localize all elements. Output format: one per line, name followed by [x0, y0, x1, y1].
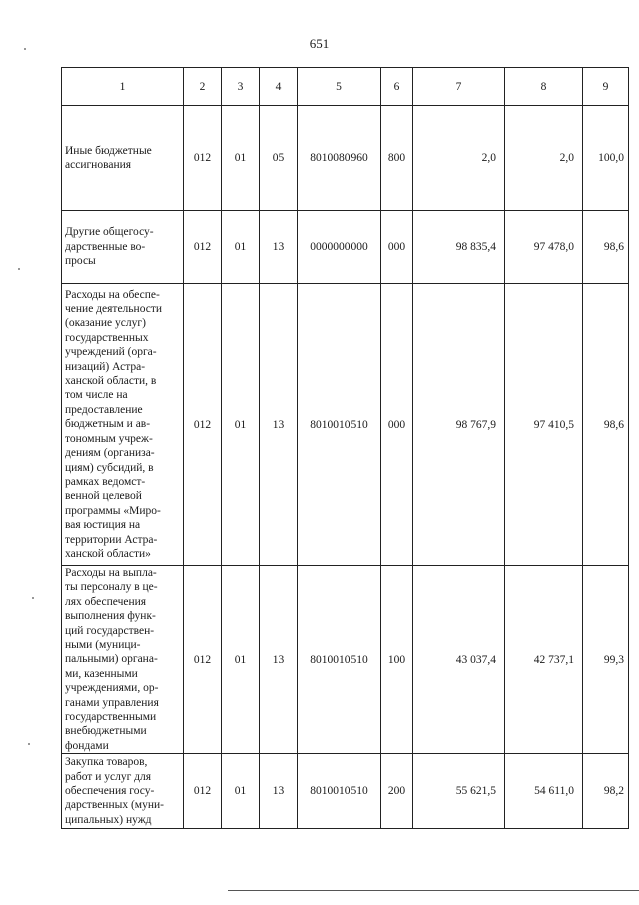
column-header: 1 — [62, 68, 184, 106]
cell-fact: 97 478,0 — [505, 211, 583, 284]
cell-rz: 01 — [222, 284, 260, 566]
cell-plan: 2,0 — [413, 106, 505, 211]
cell-vr: 200 — [381, 754, 413, 829]
cell-percent: 98,2 — [583, 754, 629, 829]
cell-pr: 13 — [260, 211, 298, 284]
cell-vr: 000 — [381, 211, 413, 284]
scan-speck — [18, 268, 20, 270]
cell-percent: 98,6 — [583, 211, 629, 284]
column-header: 2 — [184, 68, 222, 106]
budget-table — [61, 67, 629, 829]
cell-gr: 012 — [184, 754, 222, 829]
cell-plan: 98 835,4 — [413, 211, 505, 284]
bottom-rule — [228, 890, 639, 891]
cell-percent: 98,6 — [583, 284, 629, 566]
cell-rz: 01 — [222, 211, 260, 284]
row-description: Закупка товаров, работ и услуг для обеспечения госу- дарственных (муни- ципальных) нужд — [65, 756, 164, 826]
cell-csr: 8010010510 — [298, 566, 381, 754]
column-header: 5 — [298, 68, 381, 106]
scan-speck — [28, 743, 30, 745]
column-header: 4 — [260, 68, 298, 106]
cell-rz: 01 — [222, 754, 260, 829]
cell-percent: 100,0 — [583, 106, 629, 211]
cell-pr: 13 — [260, 566, 298, 754]
cell-fact: 54 611,0 — [505, 754, 583, 829]
row-description: Расходы на выпла- ты персоналу в це- лях обеспечения выполнения функ- ций государствен- ными (муници- пальными) органа- ми, казенными учреждениями, ор- ганами управления государственными внебюджетными фондами — [65, 567, 159, 752]
scan-speck — [24, 48, 26, 50]
table-row — [62, 284, 629, 566]
cell-fact: 97 410,5 — [505, 284, 583, 566]
cell-gr: 012 — [184, 284, 222, 566]
cell-csr: 8010010510 — [298, 754, 381, 829]
scan-speck — [32, 597, 34, 599]
cell-gr: 012 — [184, 106, 222, 211]
header-row — [62, 68, 629, 106]
cell-vr: 800 — [381, 106, 413, 211]
column-header: 9 — [583, 68, 629, 106]
table-row — [62, 106, 629, 211]
cell-csr: 0000000000 — [298, 211, 381, 284]
cell-percent: 99,3 — [583, 566, 629, 754]
column-header: 8 — [505, 68, 583, 106]
cell-plan: 43 037,4 — [413, 566, 505, 754]
cell-vr: 000 — [381, 284, 413, 566]
column-header: 6 — [381, 68, 413, 106]
cell-plan: 98 767,9 — [413, 284, 505, 566]
cell-csr: 8010080960 — [298, 106, 381, 211]
column-header: 3 — [222, 68, 260, 106]
cell-vr: 100 — [381, 566, 413, 754]
table-row — [62, 754, 629, 829]
cell-gr: 012 — [184, 211, 222, 284]
cell-pr: 13 — [260, 754, 298, 829]
cell-rz: 01 — [222, 566, 260, 754]
cell-gr: 012 — [184, 566, 222, 754]
row-description: Иные бюджетные ассигнования — [65, 144, 152, 171]
cell-plan: 55 621,5 — [413, 754, 505, 829]
cell-pr: 13 — [260, 284, 298, 566]
cell-pr: 05 — [260, 106, 298, 211]
row-description: Другие общегосу- дарственные во- просы — [65, 226, 154, 268]
table-row — [62, 211, 629, 284]
cell-fact: 42 737,1 — [505, 566, 583, 754]
table-row — [62, 566, 629, 754]
cell-fact: 2,0 — [505, 106, 583, 211]
page-number: 651 — [309, 36, 330, 51]
cell-csr: 8010010510 — [298, 284, 381, 566]
column-header: 7 — [413, 68, 505, 106]
cell-rz: 01 — [222, 106, 260, 211]
row-description: Расходы на обеспе- чение деятельности (оказание услуг) государственных учреждений (орга- низаций) Астра- ханской области, в том числе на предоставление бюджетным и ав- тономным учреж- дениям (организа- циям) субсидий, в рамках ведомст- венной целевой программы «Миро- вая юстиция на территории Астра- ханской области» — [65, 288, 163, 560]
